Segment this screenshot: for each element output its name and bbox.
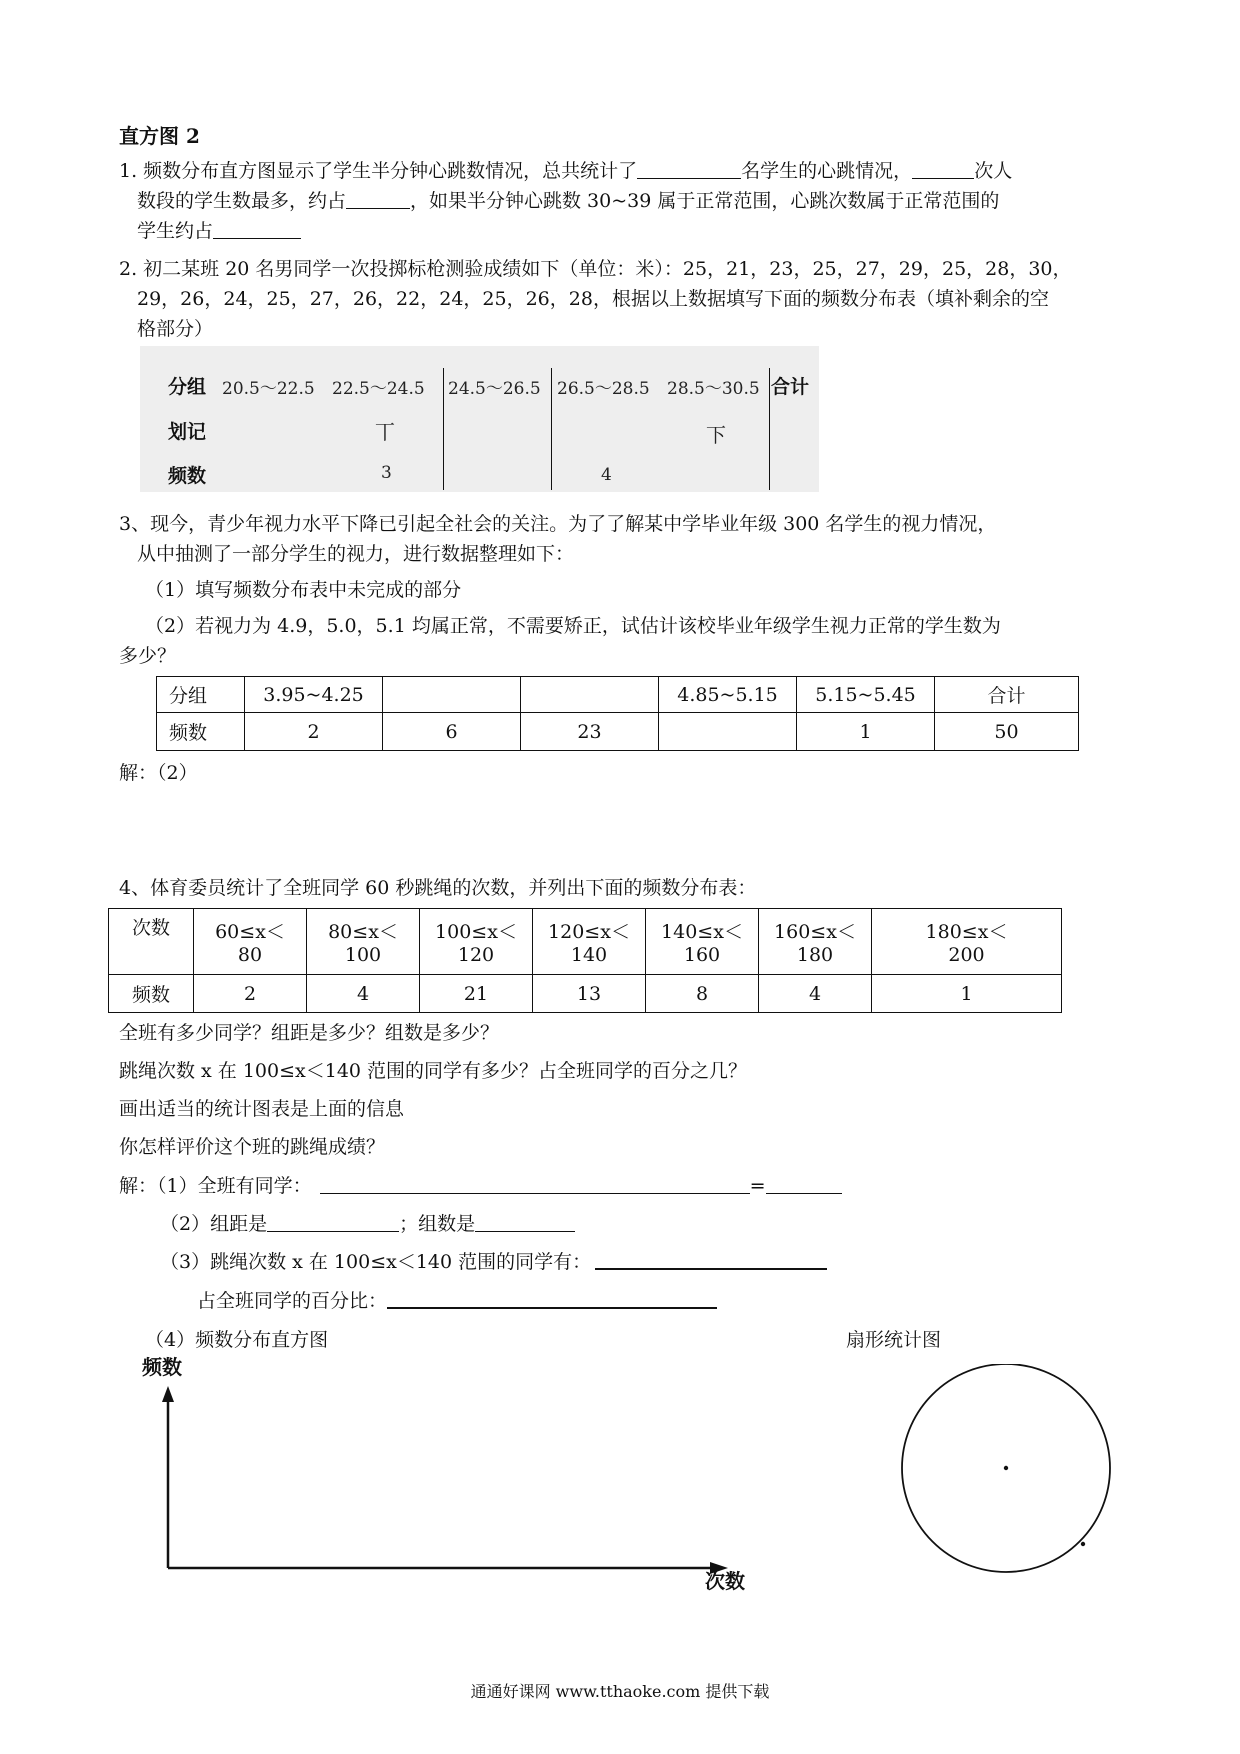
answer-2-label: （2）组距是 [160,1213,268,1235]
q4-range-cell [646,909,759,975]
page-title: 直方图 2 [119,124,200,148]
q4-freq-cell: 21 [420,975,533,1013]
answer-1-result-blank[interactable] [766,1173,842,1194]
q4-answer-3b [197,1286,717,1316]
q3-sub1: （1）填写频数分布表中未完成的部分 [145,579,462,601]
equals-sign: = [749,1175,766,1197]
q3-cell: 5.15~5.45 [797,677,935,713]
frequency-1: 3 [381,463,392,483]
page-footer: 通通好课网 www.tthaoke.com 提供下载 [470,1682,770,1701]
q1-line2 [137,186,999,216]
q4-freq-cell: 13 [533,975,646,1013]
range-upper: 140 [570,944,608,966]
range-lower: 80≤x＜ [328,921,398,943]
q3-sub2-line2: 多少？ [119,645,177,667]
q4-range-cell [533,909,646,975]
q3-cell[interactable] [383,677,521,713]
tally-2: 下 [706,423,726,447]
q4-frequency-table [108,908,1062,1013]
q1-line3 [137,216,301,246]
group-count-label: ；组数是 [399,1213,476,1235]
q4-question-4: 你怎样评价这个班的跳绳成绩？ [119,1136,386,1158]
row-label-group: 分组 [168,376,207,398]
range-lower: 140≤x＜ [661,921,743,943]
q3-cell[interactable] [659,713,797,751]
q3-cell: 合计 [935,677,1079,713]
q3-cell: 分组 [157,677,245,713]
q4-range-cell [872,909,1062,975]
q1-text-a: 1. 频数分布直方图显示了学生半分钟心跳数情况，总共统计了 [119,160,638,182]
q3-cell: 2 [245,713,383,751]
q4-freq-cell: 1 [872,975,1062,1013]
answer-1-label: 解：（1）全班有同学： [119,1175,312,1197]
q3-line1: 3、现今，青少年视力水平下降已引起全社会的关注。为了了解某中学毕业年级 300 名学生的视力情况， [119,513,997,535]
x-axis-label: 次数 [705,1569,745,1593]
q3-cell: 50 [935,713,1079,751]
q3-sub2-line1: （2）若视力为 4.9，5.0，5.1 均属正常，不需要矫正，试估计该校毕业年级学生视力正常的学生数为 [145,615,1001,637]
frequency-2: 4 [601,465,612,485]
q1-blank-4[interactable] [213,218,301,239]
q2-line3: 格部分） [137,318,214,340]
q4-question-3: 画出适当的统计图表是上面的信息 [119,1098,405,1120]
q2-line2: 29，26，24，25，27，26，22，24，25，26，28，根据以上数据填写下面的频数分布表（填补剩余的空 [137,288,1049,310]
q4-intro: 4、体育委员统计了全班同学 60 秒跳绳的次数，并列出下面的频数分布表： [119,877,757,899]
q2-line1: 2. 初二某班 20 名男同学一次投掷标枪测验成绩如下（单位：米）：25，21，23，25，27，29，25，28，30， [119,258,1072,280]
total-label: 合计 [771,376,810,398]
q3-frequency-table [156,676,1079,751]
range-upper: 80 [237,944,263,966]
histogram-caption: （4）频数分布直方图 [145,1329,329,1351]
table-divider [769,368,770,490]
group-1: 20.5～22.5 [222,379,315,399]
group-5: 28.5～30.5 [667,379,760,399]
q1-text-d: 数段的学生数最多，约占 [137,190,347,212]
q3-cell: 频数 [157,713,245,751]
table-divider [443,368,444,490]
pie-chart-circle[interactable] [896,1364,1118,1574]
range-upper: 200 [948,944,985,966]
q3-cell: 23 [521,713,659,751]
percent-label: 占全班同学的百分比： [197,1290,388,1312]
q4-range-cell [307,909,420,975]
q4-answer-3 [160,1247,827,1277]
group-4: 26.5～28.5 [557,379,650,399]
range-lower: 180≤x＜ [925,921,1008,943]
q1-text-b: 名学生的心跳情况， [741,160,913,182]
y-axis-label: 频数 [142,1355,182,1379]
q3-answer: 解：（2） [119,762,198,784]
q4-freq-cell: 4 [307,975,420,1013]
q1-text-f: 学生约占 [137,220,214,242]
row-label-tally: 划记 [168,421,207,443]
q3-cell: 3.95~4.25 [245,677,383,713]
row-label-frequency: 频数 [168,465,207,487]
group-3: 24.5～26.5 [448,379,541,399]
percent-blank[interactable] [387,1287,717,1309]
q3-cell: 1 [797,713,935,751]
q1-blank-1[interactable] [637,158,741,179]
interval-blank[interactable] [267,1211,399,1232]
y-axis-arrow-icon [162,1386,174,1402]
q3-cell: 6 [383,713,521,751]
q4-freq-cell: 8 [646,975,759,1013]
answer-1-blank[interactable] [320,1173,750,1194]
q4-freq-label: 频数 [109,975,194,1013]
tally-1: 丅 [375,420,395,444]
q4-question-1: 全班有多少同学？组距是多少？组数是多少？ [119,1022,500,1044]
answer-3-label: （3）跳绳次数 x 在 100≤x＜140 范围的同学有： [160,1251,592,1273]
range-lower: 100≤x＜ [435,921,517,943]
pie-center-dot [1004,1466,1008,1470]
range-lower: 120≤x＜ [548,921,630,943]
q1-blank-3[interactable] [346,188,410,209]
q4-range-cell [420,909,533,975]
q4-question-2: 跳绳次数 x 在 100≤x＜140 范围的同学有多少？占全班同学的百分之几？ [119,1060,748,1082]
group-count-blank[interactable] [475,1211,575,1232]
q3-line2: 从中抽测了一部分学生的视力，进行数据整理如下： [137,543,575,565]
q4-head-label: 次数 [109,909,194,975]
q3-cell[interactable] [521,677,659,713]
group-2: 22.5～24.5 [332,379,425,399]
q4-freq-cell: 2 [194,975,307,1013]
q3-cell: 4.85~5.15 [659,677,797,713]
q1-blank-2[interactable] [912,158,974,179]
range-upper: 160 [683,944,721,966]
q1-text-e: ，如果半分钟心跳数 30~39 属于正常范围，心跳次数属于正常范围的 [410,190,1000,212]
table-divider [551,368,552,490]
range-upper: 100 [344,944,382,966]
histogram-axes[interactable] [130,1350,790,1600]
q1-text-c: 次人 [974,160,1013,182]
q4-range-cell [759,909,872,975]
q4-range-cell [194,909,307,975]
q4-freq-cell: 4 [759,975,872,1013]
q4-answer-2 [160,1209,575,1239]
range-upper: 180 [796,944,834,966]
range-lower: 160≤x＜ [774,921,856,943]
range-upper: 120 [457,944,495,966]
q1-line1 [119,156,1012,186]
answer-3-blank[interactable] [595,1248,827,1270]
range-lower: 60≤x＜ [215,921,285,943]
pie-edge-dot [1081,1542,1085,1546]
pie-chart-caption: 扇形统计图 [846,1329,942,1351]
q4-answer-1 [119,1171,842,1201]
